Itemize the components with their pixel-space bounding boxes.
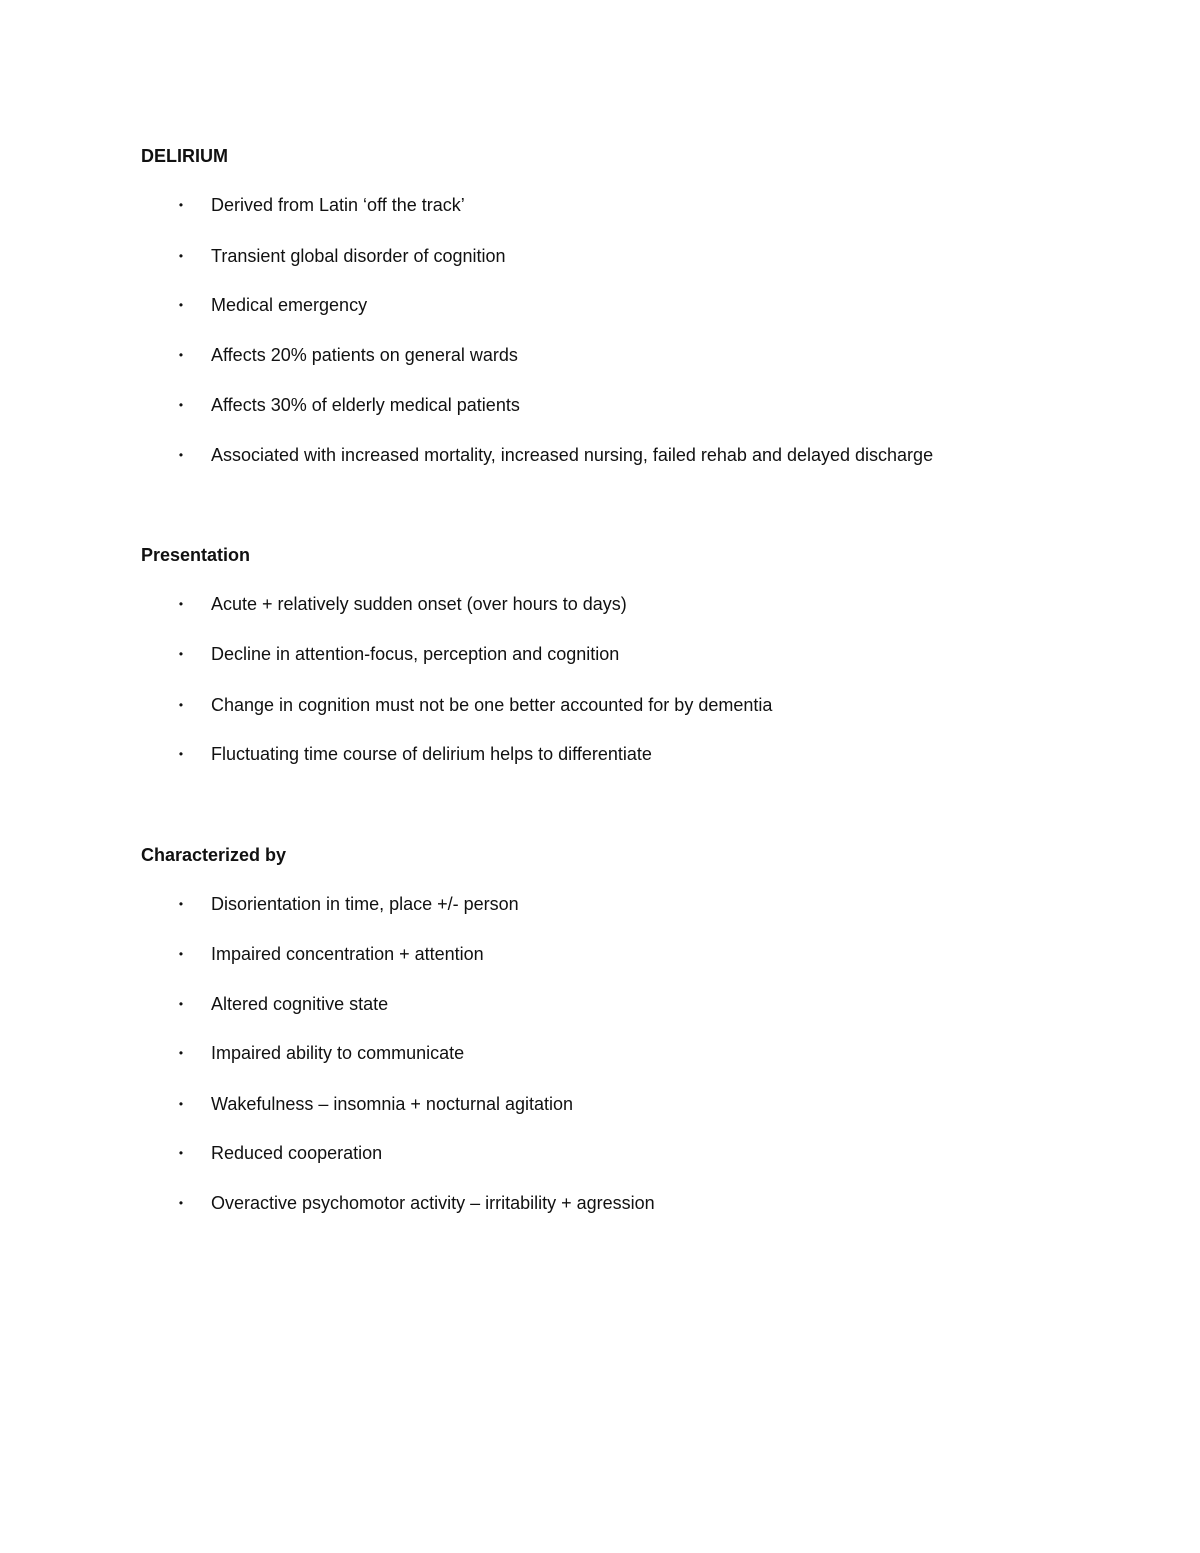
list-item-text: Medical emergency <box>211 295 368 315</box>
list-item-text: Change in cognition must not be one better accounted for by dementia <box>211 695 773 715</box>
list-item-text: Impaired ability to communicate <box>211 1043 465 1063</box>
bullet-icon: • <box>178 647 184 661</box>
list-item-text: Associated with increased mortality, increased nursing, failed rehab and delayed discharge <box>211 445 934 465</box>
list-item-text: Fluctuating time course of delirium helps to differentiate <box>211 744 652 764</box>
section-heading-characterized-by: Characterized by <box>141 845 287 865</box>
list-item-text: Overactive psychomotor activity – irritability + agression <box>211 1193 655 1213</box>
bullet-icon: • <box>178 1196 184 1210</box>
bullet-icon: • <box>178 448 184 462</box>
bullet-icon: • <box>178 198 184 212</box>
section-heading-presentation: Presentation <box>141 545 251 565</box>
section-heading-delirium: DELIRIUM <box>141 146 228 166</box>
list-item-text: Decline in attention-focus, perception and cognition <box>211 644 620 664</box>
list-item-text: Transient global disorder of cognition <box>211 246 506 266</box>
list-item-text: Wakefulness – insomnia + nocturnal agitation <box>211 1094 574 1114</box>
bullet-icon: • <box>178 1046 184 1060</box>
list-item-text: Altered cognitive state <box>211 994 389 1014</box>
bullet-icon: • <box>178 997 184 1011</box>
list-item-text: Affects 20% patients on general wards <box>211 345 518 365</box>
bullet-icon: • <box>178 698 184 712</box>
bullet-icon: • <box>178 249 184 263</box>
bullet-icon: • <box>178 1097 184 1111</box>
bullet-icon: • <box>178 1146 184 1160</box>
bullet-icon: • <box>178 747 184 761</box>
bullet-icon: • <box>178 348 184 362</box>
list-item-text: Disorientation in time, place +/- person <box>211 894 519 914</box>
bullet-icon: • <box>178 298 184 312</box>
list-item-text: Affects 30% of elderly medical patients <box>211 395 520 415</box>
list-item-text: Reduced cooperation <box>211 1143 383 1163</box>
list-item-text: Derived from Latin ‘off the track’ <box>211 195 465 215</box>
bullet-icon: • <box>178 597 184 611</box>
bullet-icon: • <box>178 897 184 911</box>
list-item-text: Impaired concentration + attention <box>211 944 484 964</box>
list-item-text: Acute + relatively sudden onset (over hours to days) <box>211 594 627 614</box>
bullet-icon: • <box>178 398 184 412</box>
bullet-icon: • <box>178 947 184 961</box>
